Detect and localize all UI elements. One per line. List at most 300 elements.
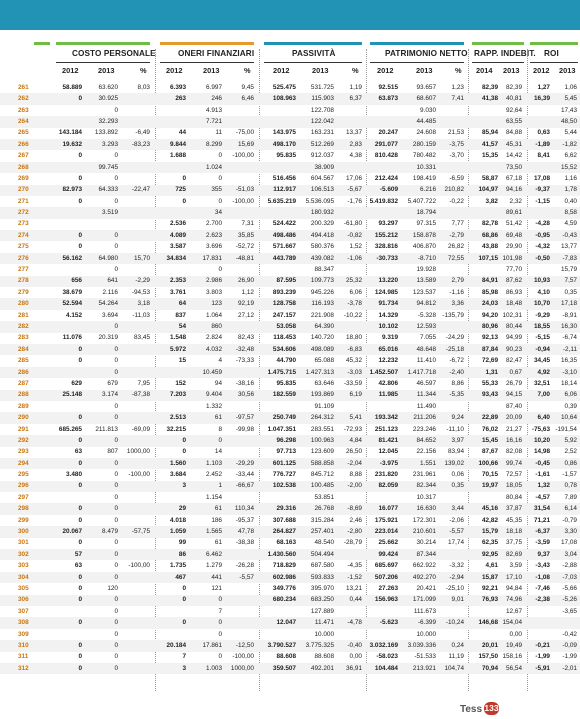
table-cell: 604.567	[310, 174, 334, 182]
table-cell: 3.790.527	[267, 641, 296, 649]
row-number: 273	[18, 220, 29, 228]
table-cell: 48.540	[314, 539, 334, 547]
table-cell: 0	[78, 436, 82, 444]
table-cell: 7,00	[537, 391, 550, 399]
row-number: 269	[18, 174, 29, 182]
table-cell: 4,10	[537, 288, 550, 296]
table-row	[0, 663, 580, 674]
table-cell: 3	[182, 664, 186, 672]
table-cell: 0	[114, 345, 118, 353]
table-cell: 1,19	[349, 83, 362, 91]
table-cell: 17,43	[561, 106, 577, 114]
table-row	[0, 93, 580, 104]
row-number: 311	[18, 653, 29, 661]
table-cell: 193.869	[310, 391, 334, 399]
table-cell: 11.410	[416, 357, 436, 365]
table-cell: 11	[215, 129, 222, 137]
table-cell: 32,51	[534, 379, 550, 387]
table-cell: 6,14	[564, 505, 577, 513]
table-cell: 16,35	[561, 357, 577, 365]
table-cell: 0,39	[564, 402, 577, 410]
table-cell: 0	[114, 482, 118, 490]
table-cell: -38,16	[235, 379, 254, 387]
table-cell: 725	[175, 186, 186, 194]
table-cell: 80,84	[506, 493, 522, 501]
table-cell: -0,95	[535, 231, 550, 239]
table-cell: 0	[78, 596, 82, 604]
table-cell: 15,70	[134, 254, 150, 262]
table-cell: 629	[71, 379, 82, 387]
table-cell: 6,40	[537, 414, 550, 422]
table-cell: -94,53	[131, 288, 150, 296]
row-number: 312	[18, 664, 29, 672]
group-title-patrimonio-netto: PATRIMONIO NETTO	[385, 49, 468, 58]
table-cell: 0	[218, 653, 222, 661]
table-cell: 685.697	[374, 562, 398, 570]
table-cell: -100,00	[232, 653, 254, 661]
table-cell: 70,94	[482, 664, 498, 672]
table-cell: -7,03	[562, 573, 577, 581]
table-cell: 0,35	[451, 482, 464, 490]
table-cell: -0,42	[562, 630, 577, 638]
table-cell: 94,20	[482, 311, 498, 319]
table-cell: 1.548	[170, 334, 186, 342]
table-cell: 12.593	[416, 323, 436, 330]
table-cell: -25,10	[445, 584, 464, 592]
table-cell: 406.870	[412, 243, 436, 251]
table-cell: 1.154	[206, 493, 222, 501]
table-cell: 11.344	[416, 391, 436, 399]
row-number: 299	[18, 516, 29, 524]
table-cell: -6,74	[562, 334, 577, 342]
table-cell: 0,00	[509, 630, 522, 638]
table-cell: 64.980	[98, 254, 118, 262]
table-cell: 67,18	[506, 174, 522, 182]
table-cell: 31,54	[534, 505, 550, 513]
table-cell: 11.076	[62, 334, 82, 342]
table-cell: -0,94	[535, 345, 550, 353]
table-cell: -48,81	[235, 254, 254, 262]
table-cell: 221.908	[310, 311, 334, 319]
column-headers	[0, 66, 580, 78]
table-cell: 158,16	[502, 653, 522, 661]
table-cell: 92,21	[482, 584, 498, 592]
row-number: 267	[18, 152, 29, 160]
table-cell: 1.103	[206, 459, 222, 467]
strip-oneri-finanziari	[160, 42, 254, 45]
table-cell: 96.298	[276, 436, 296, 444]
table-cell: 24.608	[416, 129, 436, 137]
table-cell: -1,99	[562, 653, 577, 661]
table-cell: 65.016	[378, 345, 398, 353]
table-cell: 307.688	[272, 516, 296, 524]
table-cell: 0	[114, 539, 118, 547]
table-cell: 8.479	[102, 528, 118, 536]
table-cell: 945.226	[310, 288, 334, 296]
table-cell: 82.059	[378, 482, 398, 490]
table-cell: -2,38	[535, 596, 550, 604]
table-cell: -10,24	[445, 619, 464, 627]
table-cell: -6,59	[449, 174, 464, 182]
table-cell: 213.921	[412, 664, 436, 672]
table-cell: 63.873	[378, 95, 398, 103]
table-cell: 95.835	[276, 379, 296, 387]
table-cell: 0	[114, 596, 118, 604]
table-cell: 0	[218, 630, 222, 638]
table-cell: 80,96	[482, 323, 498, 330]
table-cell: 10.000	[416, 630, 436, 638]
table-cell: 95.835	[276, 152, 296, 160]
table-cell: 0	[114, 459, 118, 467]
table-cell: 87,62	[506, 277, 522, 285]
table-cell: 0	[114, 471, 118, 479]
table-cell: 0	[78, 482, 82, 490]
table-cell: -1,16	[449, 288, 464, 296]
table-cell: -3,43	[535, 562, 550, 570]
table-cell: -1,57	[562, 471, 577, 479]
group-underline	[56, 62, 150, 63]
table-cell: 94,99	[506, 334, 522, 342]
table-cell: -33,44	[235, 471, 254, 479]
table-cell: -52,72	[235, 243, 254, 251]
table-cell: 14	[214, 448, 222, 456]
table-cell: 9,01	[451, 596, 464, 604]
table-cell: -2,06	[449, 516, 464, 524]
row-number: 274	[18, 231, 29, 239]
table-cell: 0	[218, 266, 222, 274]
table-cell: -25,18	[445, 345, 464, 353]
table-cell: 5.972	[170, 345, 186, 353]
table-cell: 231.961	[412, 471, 436, 479]
strip-roi	[530, 42, 578, 45]
table-row	[0, 230, 580, 241]
table-cell: -30.733	[376, 254, 398, 262]
table-cell: 92,95	[482, 550, 498, 558]
table-cell: 123	[211, 300, 222, 308]
table-cell: 0	[182, 448, 186, 456]
table-cell: -57,75	[131, 528, 150, 536]
table-cell: -4,78	[347, 619, 362, 627]
table-cell: 26,50	[346, 448, 362, 456]
row-number: 306	[18, 596, 29, 604]
table-cell: 3,82	[485, 197, 498, 205]
table-cell: 860	[211, 323, 222, 330]
table-cell: 63,55	[506, 117, 522, 125]
table-cell: -9,37	[535, 186, 550, 194]
table-cell: 17.831	[202, 254, 222, 262]
table-cell: 13,21	[346, 584, 362, 592]
table-cell: 104,97	[478, 186, 498, 194]
table-cell: 171.099	[412, 596, 436, 604]
table-cell: 180.932	[310, 209, 334, 217]
table-cell: 6,06	[349, 288, 362, 296]
table-cell: 26,82	[448, 243, 464, 251]
table-cell: 29,90	[506, 243, 522, 251]
table-cell: 84,91	[482, 277, 498, 285]
table-cell: 11.490	[416, 402, 436, 410]
table-cell: 82,78	[482, 220, 498, 228]
table-cell: 14.329	[378, 311, 398, 319]
table-cell: -100,00	[232, 197, 254, 205]
table-cell: 0	[182, 174, 186, 182]
table-cell: 0	[114, 619, 118, 627]
table-cell: 64.390	[314, 323, 334, 330]
table-cell: 19,49	[506, 641, 522, 649]
table-cell: 34,45	[534, 357, 550, 365]
row-number: 296	[18, 482, 29, 490]
table-cell: 42.806	[378, 379, 398, 387]
group-title-passivita: PASSIVITÀ	[292, 49, 336, 58]
table-cell: -3,70	[449, 152, 464, 160]
table-cell: 158.878	[412, 231, 436, 239]
table-cell: 15,87	[482, 573, 498, 581]
table-cell: 0,67	[509, 368, 522, 376]
table-cell: 88.608	[314, 653, 334, 661]
table-cell: 32.215	[166, 425, 186, 433]
table-cell: 1,27	[537, 83, 550, 91]
table-cell: -1,89	[535, 140, 550, 148]
table-row	[0, 378, 580, 389]
table-cell: 0	[114, 266, 118, 274]
table-cell: 116.193	[311, 300, 334, 308]
table-cell: 104,74	[444, 664, 464, 672]
strip-patrimonio-netto	[370, 42, 464, 45]
table-cell: 40,81	[506, 95, 522, 103]
table-cell: 1,32	[537, 482, 550, 490]
table-cell: 52.594	[62, 300, 82, 308]
table-cell: 7,57	[564, 277, 577, 285]
table-row	[0, 652, 580, 663]
table-cell: 122.708	[310, 106, 334, 114]
table-cell: 3	[182, 482, 186, 490]
table-cell: 70,15	[482, 471, 498, 479]
row-number: 291	[18, 425, 29, 433]
table-cell: 680.234	[272, 596, 296, 604]
table-cell: 74,96	[506, 596, 522, 604]
table-cell: 0	[114, 436, 118, 444]
table-cell: 3.032.169	[369, 641, 398, 649]
table-cell: 4	[218, 357, 222, 365]
table-cell: 1000,00	[230, 664, 254, 672]
table-cell: 4,92	[537, 368, 550, 376]
table-cell: 0	[78, 539, 82, 547]
table-cell: -51,03	[235, 186, 254, 194]
table-row	[0, 469, 580, 480]
table-cell: 140.720	[310, 334, 334, 342]
table-cell: -32,48	[235, 345, 254, 353]
colh-cp-2013: 2013	[98, 66, 115, 75]
table-cell: 100.485	[310, 482, 334, 490]
table-cell: 6,37	[349, 95, 362, 103]
table-cell: -0,09	[562, 641, 577, 649]
table-cell: 8,58	[564, 209, 577, 217]
table-cell: 1	[218, 482, 222, 490]
table-cell: 7,89	[564, 493, 577, 501]
table-cell: 0	[114, 493, 118, 501]
table-cell: 34	[214, 209, 222, 217]
table-cell: 0,44	[349, 596, 362, 604]
table-cell: -4,28	[535, 220, 550, 228]
table-row	[0, 412, 580, 423]
table-cell: 10,64	[561, 414, 577, 422]
table-cell: 3,30	[564, 528, 577, 536]
row-number: 289	[18, 402, 29, 410]
table-cell: 20,01	[482, 641, 498, 649]
group-title-roi: ROI	[544, 49, 559, 58]
table-cell: 92.515	[378, 83, 398, 91]
table-cell: 82,43	[238, 334, 254, 342]
table-cell: -12,50	[235, 641, 254, 649]
table-cell: 46.597	[416, 379, 436, 387]
table-row	[0, 401, 580, 412]
table-cell: 656	[71, 277, 82, 285]
table-cell: 14,98	[534, 448, 550, 456]
table-cell: -75,00	[235, 129, 254, 137]
table-cell: -2,04	[347, 459, 362, 467]
strip-numbers	[34, 42, 50, 45]
table-cell: 246	[211, 95, 222, 103]
table-cell: 6.393	[170, 83, 186, 91]
table-cell: 2.452	[206, 471, 222, 479]
table-cell: 2,46	[349, 516, 362, 524]
table-cell: 6.462	[206, 550, 222, 558]
table-cell: 1.003	[206, 664, 222, 672]
group-title-oneri-finanziari: ONERI FINANZIARI	[178, 49, 255, 58]
table-cell: 115.903	[311, 95, 334, 103]
table-cell: 87,67	[482, 448, 498, 456]
table-cell: 0	[114, 641, 118, 649]
table-cell: 4.152	[66, 311, 82, 319]
table-cell: -6,83	[347, 345, 362, 353]
table-cell: -5,67	[347, 186, 362, 194]
table-cell: -6,72	[449, 357, 464, 365]
colh-pa-2012: 2012	[273, 66, 290, 75]
table-cell: 42,82	[482, 516, 498, 524]
table-cell: 97.315	[416, 220, 436, 228]
table-row	[0, 492, 580, 503]
table-cell: 68.163	[276, 539, 296, 547]
table-cell: 4.913	[206, 106, 222, 114]
table-cell: 0	[114, 607, 118, 615]
table-cell: 18.794	[416, 209, 436, 217]
row-number: 281	[18, 311, 29, 319]
table-cell: 94,15	[506, 391, 522, 399]
row-number: 310	[18, 641, 29, 649]
table-cell: 4.018	[170, 516, 186, 524]
table-cell: -0,43	[562, 231, 577, 239]
table-cell: -2,00	[347, 482, 362, 490]
table-cell: 1.735	[170, 562, 186, 570]
table-cell: 504.494	[310, 550, 334, 558]
table-cell: -5.609	[379, 186, 398, 194]
table-cell: 9.404	[206, 391, 222, 399]
table-cell: 6.216	[420, 186, 436, 194]
table-cell: 43,88	[482, 243, 498, 251]
table-cell: 10.102	[378, 323, 398, 330]
table-cell: 0	[182, 596, 186, 604]
table-cell: 2.353	[170, 277, 186, 285]
table-row	[0, 150, 580, 161]
table-cell: 210.601	[412, 528, 436, 536]
table-cell: 38.909	[314, 163, 334, 171]
table-cell: 83,94	[448, 448, 464, 456]
table-cell: 3.293	[102, 140, 118, 148]
table-cell: 12.232	[378, 357, 398, 365]
table-cell: -0,79	[562, 516, 577, 524]
table-cell: 2.116	[102, 288, 118, 296]
table-cell: 34.834	[166, 254, 186, 262]
table-cell: 112.917	[273, 186, 296, 194]
table-cell: 186	[211, 516, 222, 524]
table-row	[0, 560, 580, 571]
table-cell: 0	[218, 619, 222, 627]
table-cell: 212.424	[374, 174, 398, 182]
colh-of-pct: %	[244, 66, 251, 75]
table-cell: 516.456	[272, 174, 296, 182]
group-underline	[370, 62, 464, 63]
row-number: 282	[18, 323, 29, 330]
table-cell: 8.299	[206, 140, 222, 148]
colh-pa-pct: %	[352, 66, 359, 75]
table-cell: 0,24	[451, 641, 464, 649]
table-cell: 12.047	[276, 619, 296, 627]
table-cell: -1,06	[347, 254, 362, 262]
table-row	[0, 207, 580, 218]
table-cell: 20.319	[98, 334, 118, 342]
table-cell: 0	[78, 95, 82, 103]
table-cell: 0	[182, 436, 186, 444]
table-cell: 7.055	[420, 334, 436, 342]
table-cell: 92,13	[482, 334, 498, 342]
table-cell: 3,36	[451, 300, 464, 308]
table-cell: 17,06	[346, 174, 362, 182]
table-cell: -191,54	[555, 425, 577, 433]
table-cell: 687.580	[310, 562, 334, 570]
table-cell: 679	[107, 379, 118, 387]
table-cell: 110,34	[234, 505, 254, 513]
table-cell: -0,21	[535, 641, 550, 649]
table-cell: 3,97	[451, 436, 464, 444]
table-cell: 19,97	[482, 482, 498, 490]
table-cell: 100,66	[478, 459, 498, 467]
table-cell: 247.157	[272, 311, 296, 319]
table-cell: 0	[182, 197, 186, 205]
table-cell: 4.089	[170, 231, 186, 239]
table-row	[0, 196, 580, 207]
row-number: 305	[18, 584, 29, 592]
table-cell: 10,20	[534, 436, 550, 444]
table-cell: 57	[74, 550, 82, 558]
table-cell: 16,30	[561, 323, 577, 330]
table-cell: 3,44	[451, 505, 464, 513]
table-cell: 571.667	[272, 243, 296, 251]
table-cell: 1.059	[170, 528, 186, 536]
table-cell: -1,76	[347, 197, 362, 205]
table-cell: 0	[114, 414, 118, 422]
row-number: 262	[18, 95, 29, 103]
table-row	[0, 241, 580, 252]
table-cell: 99,74	[506, 459, 522, 467]
table-cell: 1,23	[451, 83, 464, 91]
table-row	[0, 344, 580, 355]
table-cell: 3.684	[170, 471, 186, 479]
table-cell: 662.922	[412, 562, 436, 570]
table-cell: 17,08	[561, 539, 577, 547]
table-cell: -66,67	[235, 482, 254, 490]
table-cell: -75,63	[531, 425, 550, 433]
table-cell: 45,35	[506, 516, 522, 524]
table-cell: 122.042	[310, 117, 334, 125]
